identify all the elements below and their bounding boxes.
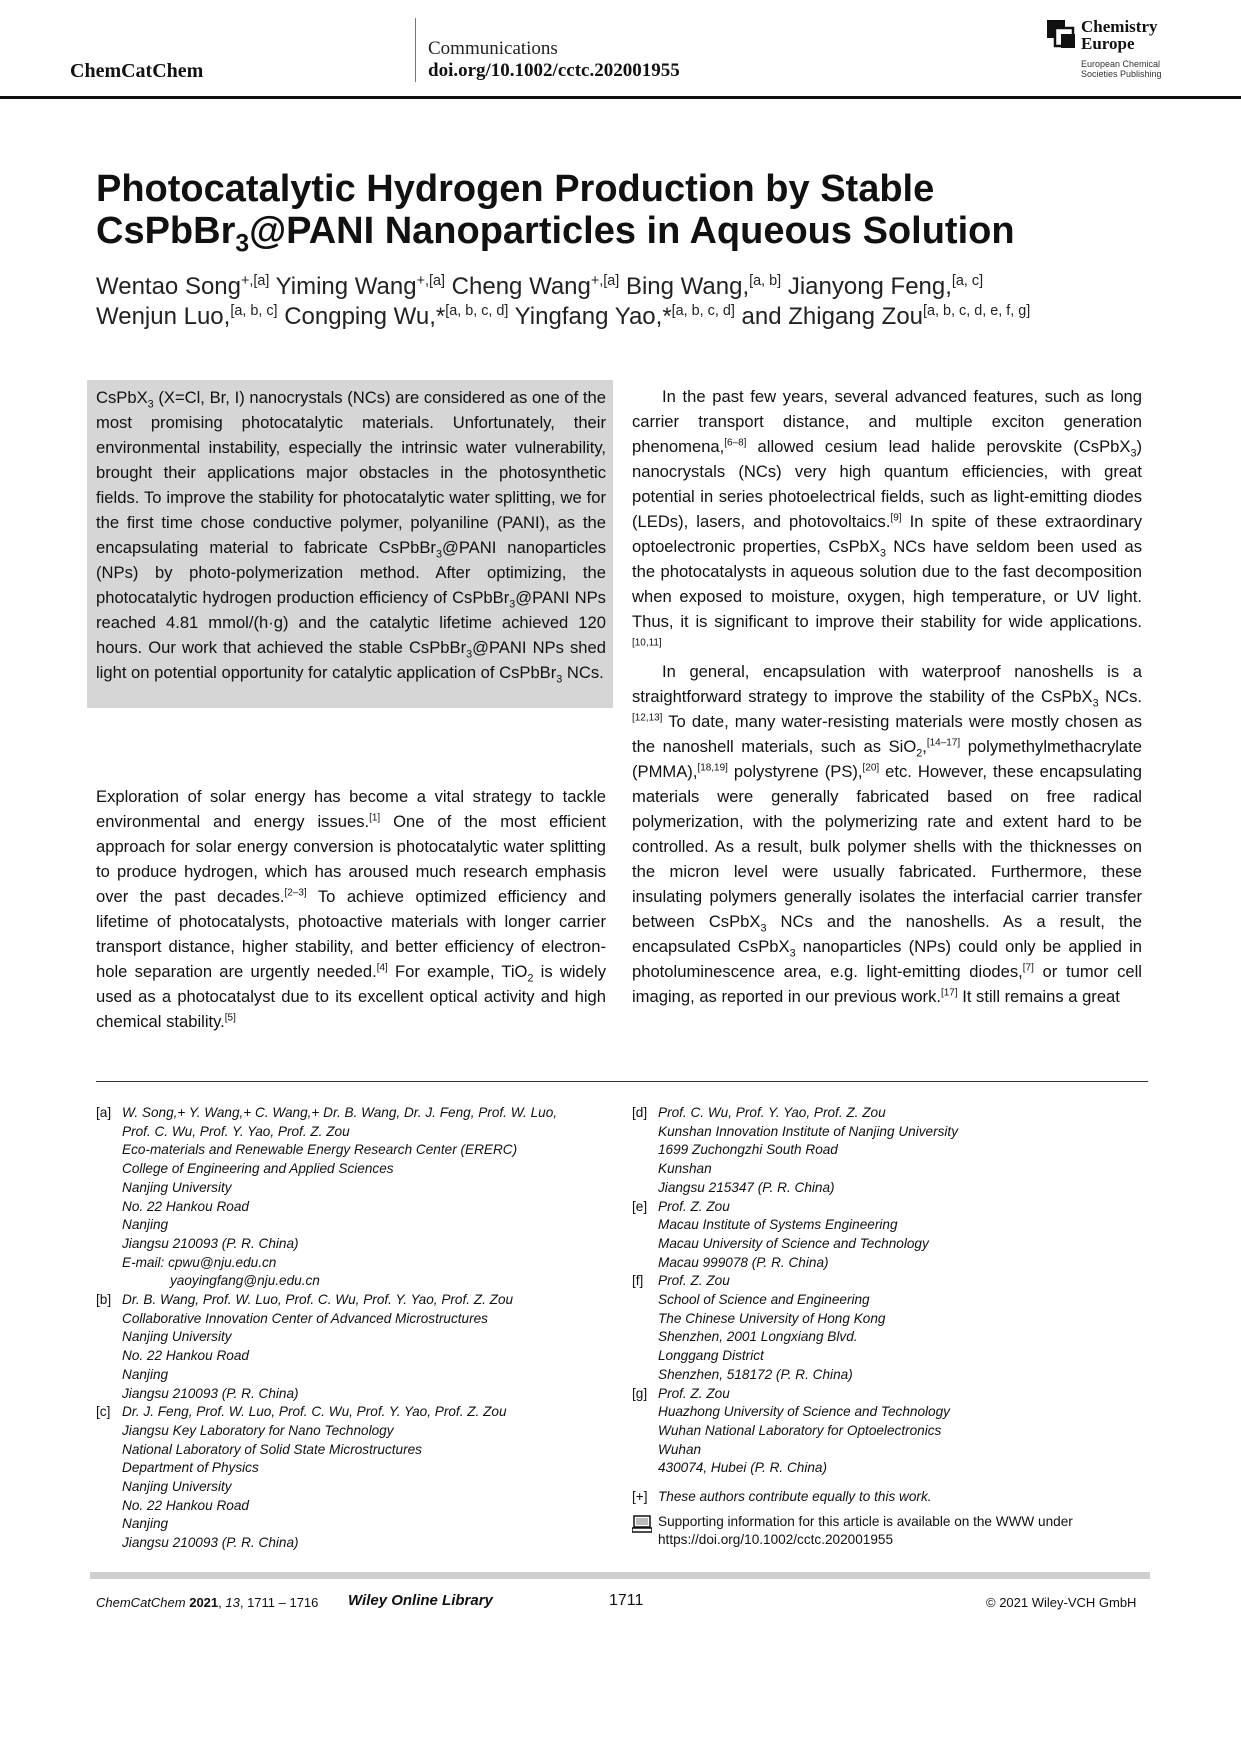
note-text: These authors contribute equally to this work.	[658, 1489, 932, 1505]
page-number: 1711	[609, 1592, 644, 1609]
chemistry-europe-logo-icon	[1047, 20, 1077, 50]
affiliation-tag: [e]	[632, 1198, 648, 1214]
affiliation-line: Macau University of Science and Technology	[658, 1235, 929, 1251]
affiliation-line: Longgang District	[658, 1348, 764, 1364]
supporting-info-note	[632, 1513, 1152, 1550]
affiliation-line: No. 22 Hankou Road	[122, 1198, 249, 1214]
citation-ref[interactable]: [12,13]	[632, 712, 663, 724]
affiliation-line: Nanjing University	[122, 1179, 232, 1195]
citation-ref[interactable]: [7]	[1022, 962, 1034, 974]
affiliation-line: Collaborative Innovation Center of Advanced Microstructures	[122, 1310, 488, 1326]
author[interactable]: Jianyong Feng,	[787, 273, 952, 300]
wiley-online-library-link[interactable]: Wiley Online Library	[348, 1592, 493, 1609]
affiliation-line: Wuhan National Laboratory for Optoelectronics	[658, 1422, 942, 1438]
affiliation-line: Kunshan Innovation Institute of Nanjing University	[658, 1123, 958, 1139]
author[interactable]: Bing Wang,	[625, 273, 750, 300]
affiliation-f	[632, 1272, 1152, 1384]
abstract-text: CsPbX$_3$ (X=Cl, Br, I) nanocrystals (NCs) are considered as one of the most promising photocatalytic materials. Unfortunately, their environmental instability, especially the intrinsic water vulnerability, brought their applications major obstacles in the photosynthetic fields. To improve the stability for photocatalytic water splitting, we for the first time chose conductive polymer, polyaniline (PANI), as the encapsulating material to fabricate CsPbBr$_3$@PANI nanoparticles (NPs) by photo-polymerization method. After optimizing, the photocatalytic hydrogen production efficiency of CsPbBr$_3$@PANI NPs reached 4.81 mmol/(h·g) and the catalytic lifetime achieved 120 hours. Our work that achieved the stable CsPbBr$_3$@PANI NPs shed light on potential opportunity for catalytic application of CsPbBr$_3$ NCs.	[96, 388, 606, 686]
affiliation-line: Dr. B. Wang, Prof. W. Luo, Prof. C. Wu, Prof. Y. Yao, Prof. Z. Zou	[122, 1292, 514, 1308]
affiliation-line: Nanjing	[122, 1516, 169, 1532]
email-link[interactable]: yaoyingfang@nju.edu.cn	[170, 1273, 320, 1289]
affiliation-line: Prof. Z. Zou	[658, 1198, 730, 1214]
doi-link[interactable]: doi.org/10.1002/cctc.202001955	[428, 60, 680, 81]
logo-subtitle-line1: European Chemical	[1081, 59, 1161, 69]
citation-ref[interactable]: [2–3]	[284, 887, 307, 899]
support-link[interactable]: https://doi.org/10.1002/cctc.202001955	[658, 1532, 894, 1548]
citation-ref[interactable]: [17]	[940, 987, 958, 999]
intro-paragraph: Exploration of solar energy has become a vital strategy to tackle environmental and energy issues.[1] One of the most efficient approach for solar energy conversion is photocatalytic water splitting to produce hydrogen, which has aroused much research emphasis over the past decades.[2–3] To achieve optimized efficiency and lifetime of photocatalysts, photoactive materials with longer carrier transport distance, higher stability, and better efficiency of electron-hole separation are urgently needed.[4] For example, TiO$_2$ is widely used as a photocatalyst due to its excellent optical activity and high chemical stability.[5]	[96, 787, 607, 1031]
citation-ref[interactable]: [14–17]	[926, 737, 961, 749]
affiliation-b	[96, 1291, 616, 1403]
author[interactable]: Wenjun Luo,	[96, 303, 231, 330]
affiliations-left	[96, 1104, 616, 1553]
computer-icon	[632, 1515, 652, 1533]
article-title	[96, 168, 1156, 258]
footnote-rule	[96, 1081, 1148, 1082]
affiliation-line: Macau 999078 (P. R. China)	[658, 1254, 829, 1270]
author[interactable]: and Zhigang Zou	[741, 303, 924, 330]
affiliation-line: Nanjing University	[122, 1329, 232, 1345]
author-list	[96, 272, 1156, 332]
logo-title-line2: Europe	[1081, 34, 1135, 53]
header-rule	[0, 96, 1241, 99]
footer-bar	[90, 1572, 1150, 1579]
affiliation-line: Macau Institute of Systems Engineering	[658, 1217, 898, 1233]
header-divider	[415, 18, 416, 82]
title-line-1: Photocatalytic Hydrogen Production by Stable	[96, 168, 935, 210]
equal-contribution-note	[632, 1488, 1152, 1507]
affiliation-line: Jiangsu 210093 (P. R. China)	[122, 1535, 299, 1551]
affiliation-line: Nanjing	[122, 1366, 169, 1382]
affiliation-a	[96, 1104, 616, 1291]
affiliation-line: Jiangsu 210093 (P. R. China)	[122, 1385, 299, 1401]
affiliation-d	[632, 1104, 1152, 1198]
note-tag: [+]	[632, 1489, 648, 1505]
affiliation-line: Department of Physics	[122, 1460, 259, 1476]
copyright: © 2021 Wiley-VCH GmbH	[986, 1595, 1137, 1610]
citation-ref[interactable]: [20]	[862, 762, 880, 774]
affiliation-line: Nanjing University	[122, 1479, 232, 1495]
right-column-text	[632, 384, 1142, 1009]
affiliation-tag: [f]	[632, 1273, 644, 1289]
paragraph-1: In the past few years, several advanced features, such as long carrier transport distance, and multiple exciton generation phenomena,[6–8] allowed cesium lead halide perovskite (CsPbX$_3$) nanocrystals (NCs) very high quantum efficiencies, with great potential in series photoelectrical fields, such as light-emitting diodes (LEDs), lasers, and photovoltaics.[9] In spite of these extraordinary optoelectronic properties, CsPbX$_3$ NCs have seldom been used as the photocatalysts in aqueous solution due to the fast decomposition when exposed to moisture, oxygen, high temperature, or UV light. Thus, it is significant to improve their stability for wide applications.[10,11]	[632, 387, 1142, 649]
journal-name: ChemCatChem	[70, 60, 204, 82]
affiliation-line: Dr. J. Feng, Prof. W. Luo, Prof. C. Wu, Prof. Y. Yao, Prof. Z. Zou	[122, 1404, 507, 1420]
author-line-1: Wentao Song$^{+,[a]}$ Yiming Wang$^{+,[a]}$ Cheng Wang$^{+,[a]}$ Bing Wang,[a, b] Jianyong Feng,[a, c]	[96, 273, 984, 300]
affiliation-line: Prof. Z. Zou	[658, 1385, 730, 1401]
affiliation-line: The Chinese University of Hong Kong	[658, 1310, 886, 1326]
affiliation-line: Prof. C. Wu, Prof. Y. Yao, Prof. Z. Zou	[658, 1105, 886, 1120]
author[interactable]: Cheng Wang	[451, 273, 591, 300]
affiliation-line: Kunshan	[658, 1161, 712, 1177]
citation-ref[interactable]: [1]	[369, 812, 381, 824]
affiliation-line: 1699 Zuchongzhi South Road	[658, 1142, 838, 1158]
affiliation-line: No. 22 Hankou Road	[122, 1497, 249, 1513]
affiliation-line: Jiangsu 215347 (P. R. China)	[658, 1179, 835, 1195]
affiliation-line: 430074, Hubei (P. R. China)	[658, 1460, 828, 1476]
affiliation-line: Jiangsu 210093 (P. R. China)	[122, 1235, 299, 1251]
affiliation-line: Prof. Z. Zou	[658, 1273, 730, 1289]
author-line-2: Wenjun Luo,[a, b, c] Congping Wu,*[a, b, c, d] Yingfang Yao,*[a, b, c, d] and Zhigang Zou[a, b, c, d, e, f, g]	[96, 303, 1031, 330]
affiliation-line: Huazhong University of Science and Technology	[658, 1404, 950, 1420]
affiliation-tag: [b]	[96, 1292, 112, 1308]
affiliation-line: No. 22 Hankou Road	[122, 1348, 249, 1364]
affiliation-line: College of Engineering and Applied Sciences	[122, 1161, 394, 1177]
affiliations-right	[632, 1104, 1152, 1550]
email-link[interactable]: E-mail: cpwu@nju.edu.cn	[122, 1254, 277, 1270]
affiliation-c	[96, 1403, 616, 1553]
affiliation-line: Jiangsu Key Laboratory for Nano Technology	[122, 1422, 394, 1438]
affiliation-line: Nanjing	[122, 1217, 169, 1233]
affiliation-line: Prof. C. Wu, Prof. Y. Yao, Prof. Z. Zou	[122, 1123, 350, 1139]
affiliation-tag: [c]	[96, 1404, 111, 1420]
support-text: Supporting information for this article is available on the WWW under	[658, 1513, 1073, 1529]
author[interactable]: Congping Wu,*	[284, 303, 446, 330]
affiliation-line: W. Song,+ Y. Wang,+ C. Wang,+ Dr. B. Wang, Dr. J. Feng, Prof. W. Luo,	[122, 1105, 558, 1120]
logo-subtitle-line2: Societies Publishing	[1081, 69, 1162, 79]
author[interactable]: Yiming Wang	[275, 273, 417, 300]
citation-ref[interactable]: [9]	[890, 512, 902, 524]
citation-ref[interactable]: [10,11]	[632, 637, 662, 649]
affiliation-line: Eco-materials and Renewable Energy Research Center (ERERC)	[122, 1142, 518, 1158]
affiliation-tag: [a]	[96, 1105, 112, 1120]
affiliation-line: Shenzhen, 518172 (P. R. China)	[658, 1366, 853, 1382]
citation-ref[interactable]: [18,19]	[697, 762, 728, 774]
affiliation-tag: [g]	[632, 1385, 648, 1401]
affiliation-line: School of Science and Engineering	[658, 1292, 870, 1308]
citation-ref[interactable]: [5]	[224, 1012, 236, 1024]
footer-citation: ChemCatChem 2021, 13, 1711 – 1716	[96, 1595, 319, 1610]
section-label: Communications	[428, 38, 558, 59]
chemistry-europe-logo	[1047, 18, 1187, 82]
author[interactable]: Yingfang Yao,*	[514, 303, 672, 330]
title-line-2: CsPbBr$_3$@PANI Nanoparticles in Aqueous Solution	[96, 210, 1015, 258]
affiliation-line: Shenzhen, 2001 Longxiang Blvd.	[658, 1329, 858, 1345]
affiliation-g	[632, 1385, 1152, 1479]
affiliation-line: National Laboratory of Solid State Microstructures	[122, 1441, 422, 1457]
logo-title-line1: Chemistry	[1081, 17, 1158, 36]
citation-ref[interactable]: [6–8]	[724, 437, 747, 449]
affiliation-e	[632, 1198, 1152, 1273]
author[interactable]: Wentao Song	[96, 273, 241, 300]
affiliation-line: Wuhan	[658, 1441, 702, 1457]
citation-ref[interactable]: [4]	[376, 962, 388, 974]
affiliation-tag: [d]	[632, 1105, 648, 1120]
paragraph-2: In general, encapsulation with waterproof nanoshells is a straightforward strategy to improve the stability of the CsPbX$_3$ NCs.[12,13] To date, many water-resisting materials were mostly chosen as the nanoshell materials, such as SiO$_2$,[14–17] polymethylmethacrylate (PMMA),[18,19] polystyrene (PS),[20] etc. However, these encapsulating materials were generally fabricated based on free radical polymerization, with the polymerizing rate and extent hard to be controlled. As a result, bulk polymer shells with the thicknesses on the micron level were usually fabricated. Furthermore, these insulating polymers generally isolates the interfacial carrier transfer between CsPbX$_3$ NCs and the nanoshells. As a result, the encapsulated CsPbX$_3$ nanoparticles (NPs) could only be applied in photoluminescence area, e.g. light-emitting diodes,[7] or tumor cell imaging, as reported in our previous work.[17] It still remains a great	[632, 662, 1143, 1006]
